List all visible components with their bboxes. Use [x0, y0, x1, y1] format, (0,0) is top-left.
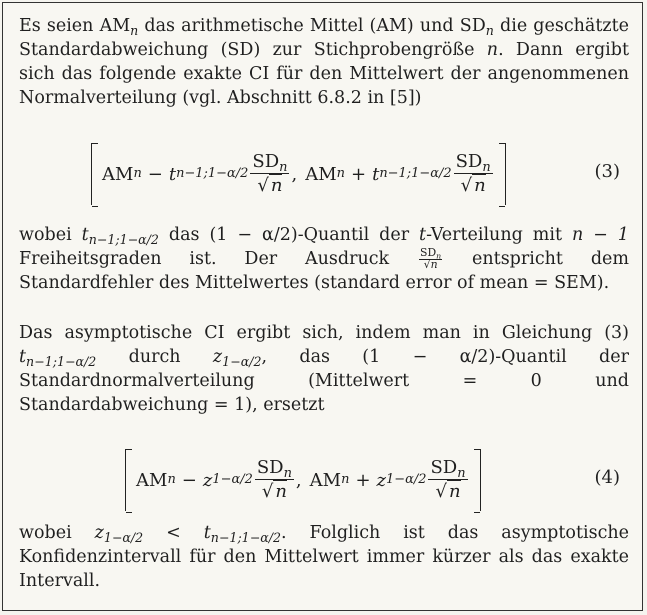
- t-symbol: t: [19, 347, 27, 367]
- text: -Verteilung mit: [426, 225, 562, 245]
- text: wobei: [19, 523, 72, 543]
- t-symbol: t: [168, 163, 177, 185]
- am-symbol: AM: [99, 16, 131, 36]
- am-symbol: AM: [305, 163, 337, 185]
- n-variable: n: [486, 40, 499, 60]
- paragraph-asymptotic: [19, 321, 629, 417]
- t-symbol: t: [372, 163, 380, 185]
- comma: ,: [291, 163, 298, 185]
- sqrt-n: n: [474, 174, 486, 196]
- subscript: n: [283, 465, 292, 481]
- subscript: 1−α/2: [222, 353, 262, 369]
- t-symbol: t: [419, 225, 427, 245]
- fraction: $\frac{SD_n}{√ n}$: [256, 456, 292, 502]
- equation-number: (3): [594, 161, 620, 182]
- equation-4: [3, 449, 642, 511]
- subscript: n−1;1−α/2: [26, 353, 97, 369]
- minus-sign: −: [147, 163, 163, 185]
- text-box: [2, 2, 643, 611]
- text: . Dann ergibt sich das folgende exakte CI für den Mittelwert der angenommenen Normalverteilung (vgl. Abschnitt 6.8.2 in [5]): [19, 40, 629, 108]
- equation-3: [3, 143, 642, 205]
- text: Freiheitsgraden ist. Der Ausdruck: [19, 249, 390, 269]
- fraction: $\frac{SD_n}{√ n}$: [430, 456, 466, 502]
- n-minus-1: n − 1: [571, 225, 629, 245]
- fraction: $\frac{SD_n}{√ n}$: [252, 150, 288, 196]
- plus-sign: +: [350, 163, 367, 185]
- less-than-sign: <: [166, 523, 181, 543]
- sd-symbol: SD: [455, 150, 483, 172]
- sd-symbol: SD: [256, 456, 284, 478]
- am-symbol: AM: [102, 163, 134, 185]
- text: Das asymptotische CI ergibt sich, indem man in Gleichung (3): [19, 323, 629, 343]
- subscript: n: [485, 22, 494, 38]
- text: entspricht dem Standardfehler des Mittelwertes (standard error of mean = SEM).: [19, 249, 629, 293]
- paragraph-conclusion: [19, 521, 629, 593]
- am-symbol: AM: [136, 469, 168, 491]
- fraction: $\frac{SD_n}{√ n}$: [455, 150, 491, 196]
- subscript: n: [457, 465, 466, 481]
- comma: ,: [295, 469, 302, 491]
- asymptotic-interval-formula: AM n − z 1−α/2 $\frac{SD_n}{√ n}$ , AM n + z 1−α/2 $\frac{SD_n}{√ n}$: [125, 449, 481, 511]
- sqrt-n: n: [270, 174, 283, 196]
- confidence-interval-formula: AM n − t n−1;1−α/2 $\frac{SD_n}{√ n}$ , AM n + t n−1;1−α/2 $\frac{SD_n}{√ n}$: [91, 143, 506, 205]
- z-symbol: z: [212, 347, 223, 367]
- paragraph-explanation: [19, 223, 629, 295]
- am-symbol: AM: [309, 469, 342, 491]
- text: das (1 − α/2)-Quantil der: [168, 225, 410, 245]
- text: das arithmetische Mittel (AM) und: [144, 16, 454, 36]
- sd-symbol: SD: [430, 456, 458, 478]
- paragraph-intro: [19, 14, 629, 110]
- z-symbol: z: [94, 523, 104, 543]
- subscript: n−1;1−α/2: [88, 231, 159, 247]
- minus-sign: −: [181, 469, 197, 491]
- sqrt-n: n: [448, 480, 461, 502]
- subscript: n−1;1−α/2: [210, 529, 282, 545]
- sd-symbol: SD: [252, 150, 280, 172]
- text: durch: [128, 347, 181, 367]
- subscript: 1−α/2: [103, 529, 144, 545]
- sd-symbol: SD: [459, 16, 486, 36]
- sqrt-n: n: [275, 480, 287, 502]
- text: die geschätzte Standardabweichung (SD) zur Stichprobengröße: [19, 16, 629, 60]
- z-symbol: z: [202, 469, 213, 491]
- t-symbol: t: [203, 523, 211, 543]
- equation-number: (4): [594, 467, 620, 488]
- text: Es seien: [19, 16, 94, 36]
- text: wobei: [19, 225, 72, 245]
- plus-sign: +: [355, 469, 371, 491]
- text: , das (1 − α/2)-Quantil der Standardnormalverteilung (Mittelwert = 0 und Standardabweichung = 1), ersetzt: [19, 347, 629, 415]
- t-symbol: t: [81, 225, 89, 245]
- inline-fraction: $SD_n$ √n: [420, 246, 442, 271]
- z-symbol: z: [376, 469, 387, 491]
- subscript: n: [279, 159, 288, 175]
- subscript: n: [482, 159, 491, 175]
- text: . Folglich ist das asymptotische Konfidenzintervall für den Mittelwert immer kürzer als das exakte Intervall.: [19, 523, 629, 591]
- subscript: n: [130, 22, 139, 38]
